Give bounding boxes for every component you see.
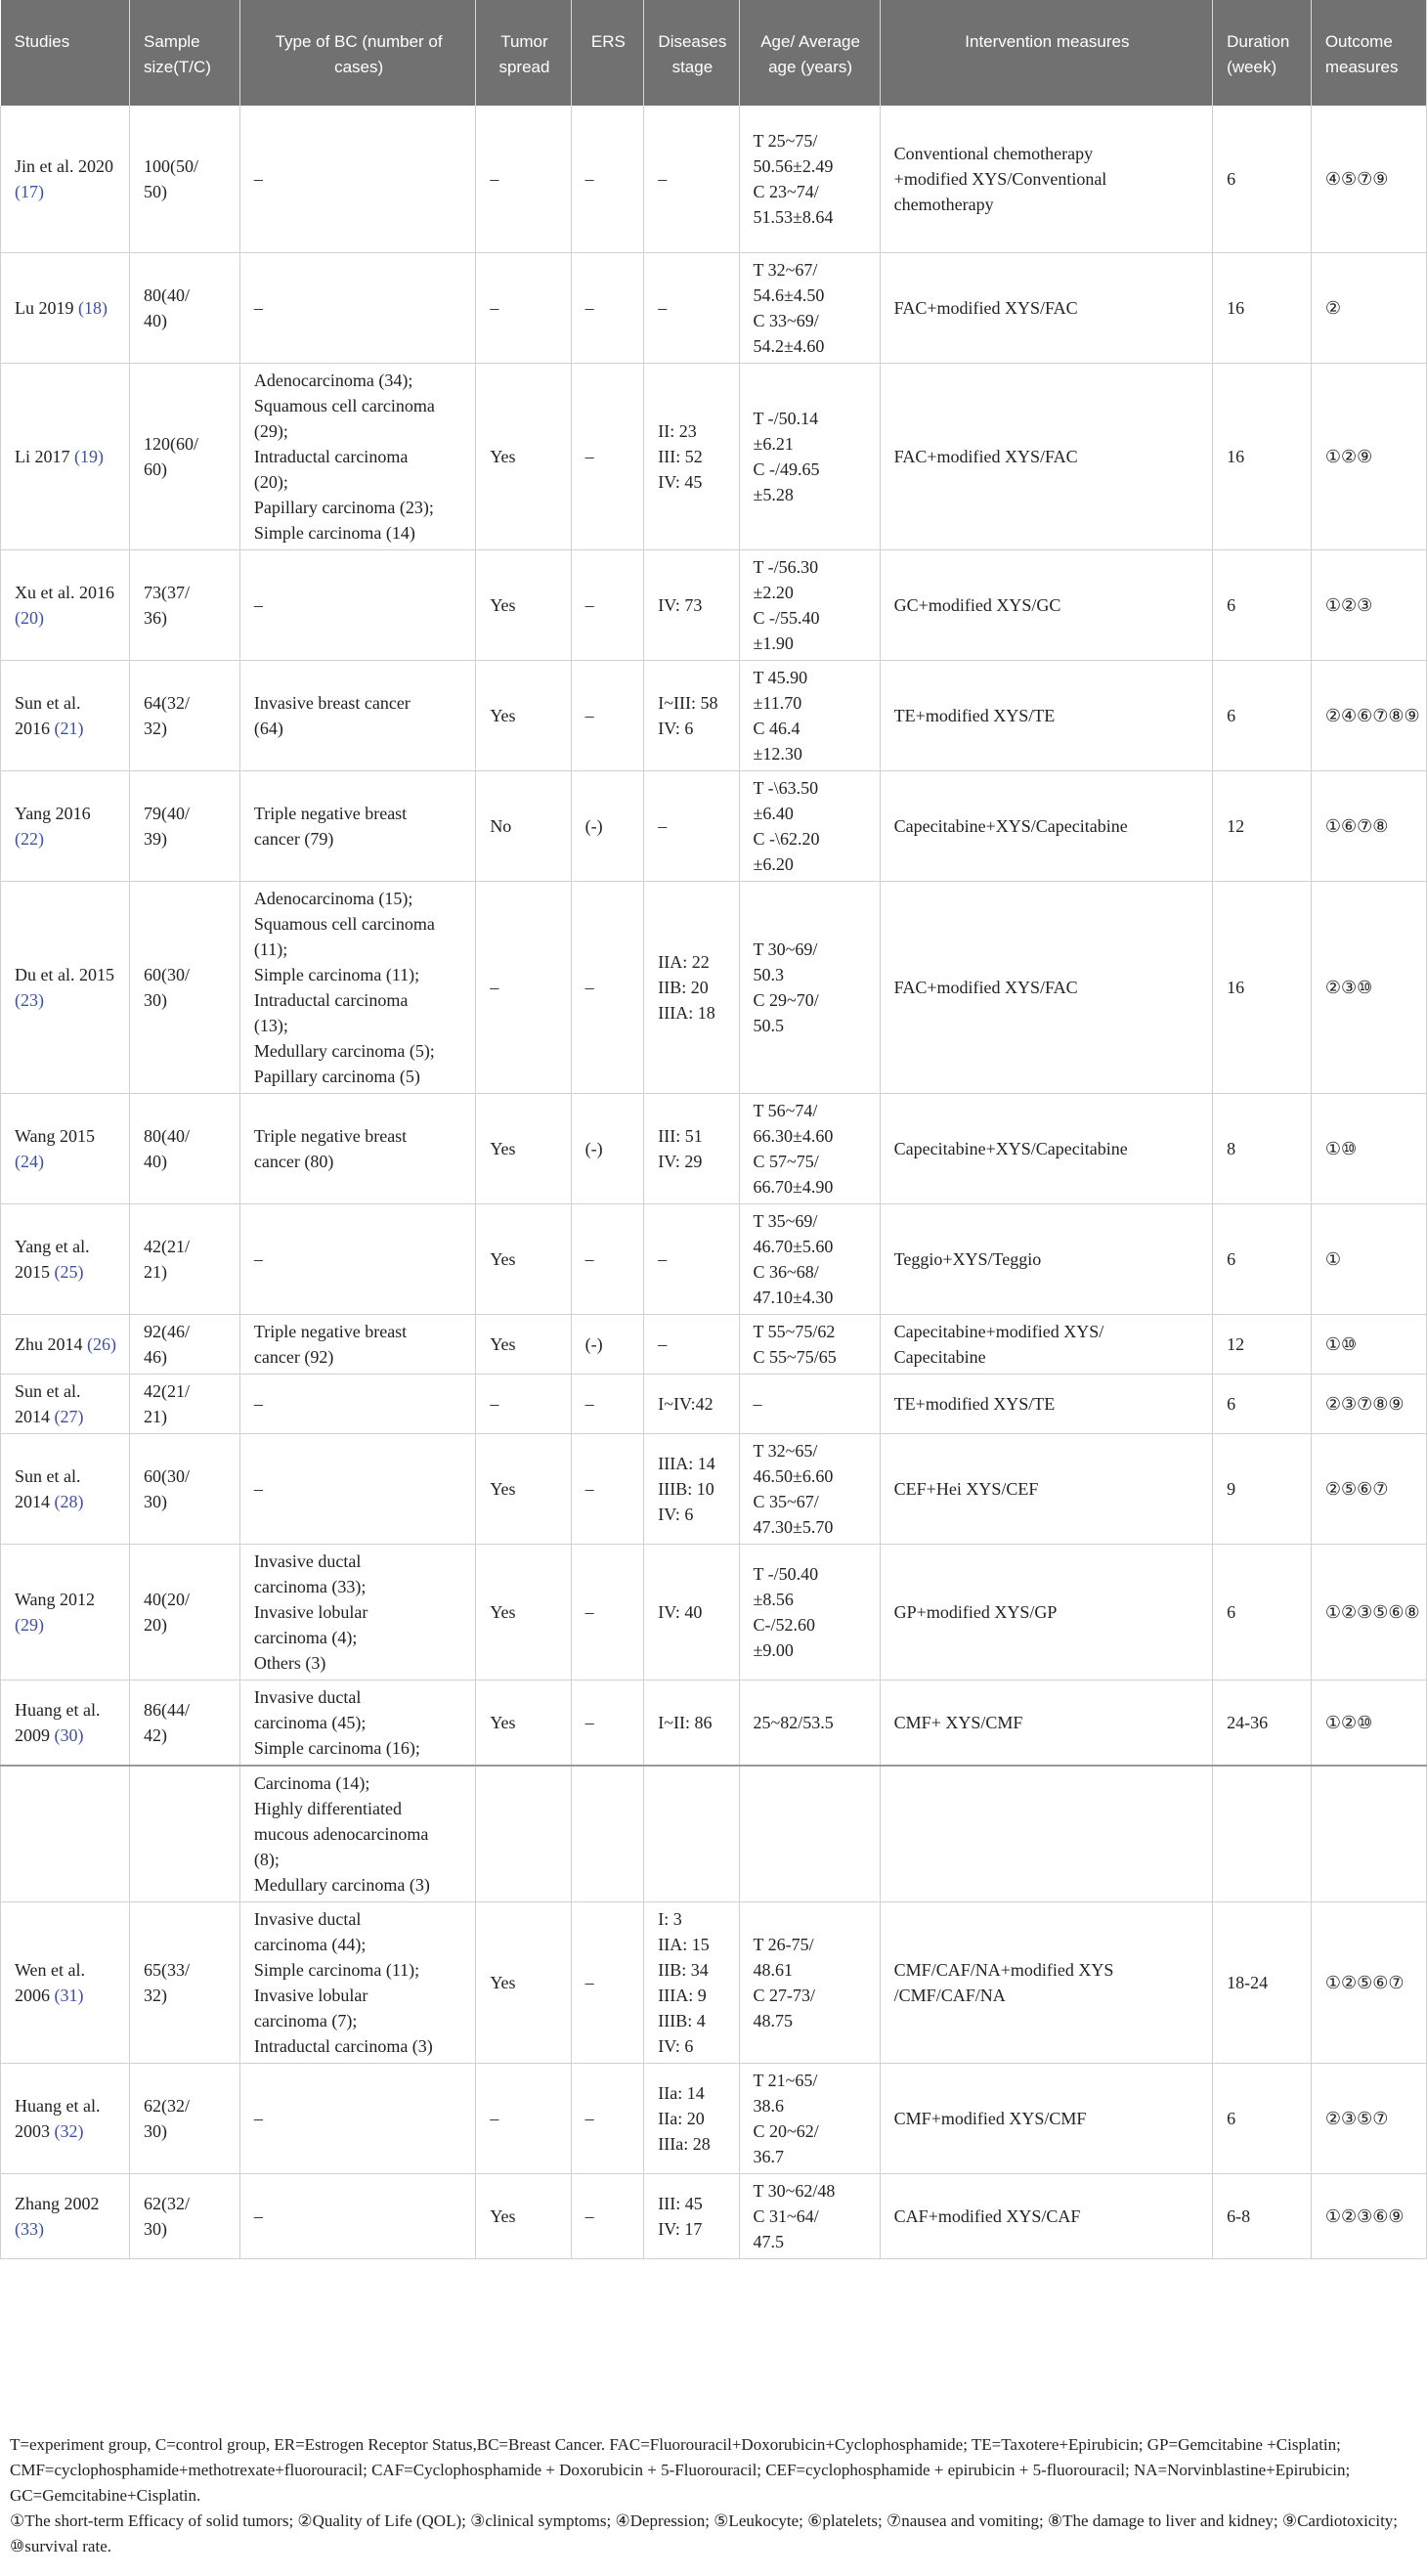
cell-outcome: ①②③ [1311, 549, 1426, 660]
header-diseases-stage: Diseases stage [644, 0, 739, 106]
cell-ers: – [571, 1433, 644, 1544]
cell-type: – [239, 106, 475, 252]
cell-stage: – [644, 770, 739, 881]
reference-link[interactable]: (21) [54, 718, 84, 738]
cell-spread [476, 1766, 571, 1902]
study-name: Sun et al. 2014 [15, 1465, 81, 1511]
table-row [1, 770, 1427, 881]
cell-duration: 6-8 [1213, 2173, 1312, 2258]
study-name: Lu 2019 [15, 297, 74, 318]
header-tumor-spread: Tumor spread [476, 0, 571, 106]
reference-link[interactable]: (30) [54, 1725, 84, 1745]
cell-type: Invasive breast cancer (64) [239, 660, 475, 770]
cell-stage: I~II: 86 [644, 1680, 739, 1766]
table-row [1, 1093, 1427, 1203]
cell-spread: – [476, 2063, 571, 2173]
cell-intervention: CMF/CAF/NA+modified XYS /CMF/CAF/NA [880, 1901, 1212, 2063]
cell-study [1, 1093, 130, 1203]
cell-outcome: ①⑩ [1311, 1314, 1426, 1374]
cell-study [1, 106, 130, 252]
cell-ers: (-) [571, 1314, 644, 1374]
cell-age: T 25~75/ 50.56±2.49 C 23~74/ 51.53±8.64 [739, 106, 880, 252]
cell-age: T 56~74/ 66.30±4.60 C 57~75/ 66.70±4.90 [739, 1093, 880, 1203]
cell-type: – [239, 1374, 475, 1433]
study-name: Wen et al. 2006 [15, 1959, 86, 2005]
cell-duration: 9 [1213, 1433, 1312, 1544]
reference-link[interactable]: (24) [15, 1151, 44, 1171]
cell-ers: – [571, 1544, 644, 1680]
cell-intervention: Capecitabine+XYS/Capecitabine [880, 1093, 1212, 1203]
cell-intervention: CMF+modified XYS/CMF [880, 2063, 1212, 2173]
header-duration: Duration (week) [1213, 0, 1312, 106]
cell-intervention: Conventional chemotherapy +modified XYS/Conventional chemotherapy [880, 106, 1212, 252]
cell-intervention: CMF+ XYS/CMF [880, 1680, 1212, 1766]
cell-type: Invasive ductal carcinoma (45); Simple carcinoma (16); [239, 1680, 475, 1766]
table-row [1, 363, 1427, 549]
cell-stage: III: 51 IV: 29 [644, 1093, 739, 1203]
cell-duration: 6 [1213, 2063, 1312, 2173]
cell-intervention: Capecitabine+modified XYS/ Capecitabine [880, 1314, 1212, 1374]
study-name: Wang 2012 [15, 1589, 96, 1609]
cell-ers: – [571, 1203, 644, 1314]
cell-intervention: FAC+modified XYS/FAC [880, 252, 1212, 363]
cell-spread: Yes [476, 1544, 571, 1680]
cell-study [1, 1766, 130, 1902]
cell-sample: 80(40/ 40) [130, 252, 240, 363]
table-row [1, 549, 1427, 660]
cell-duration: 12 [1213, 1314, 1312, 1374]
cell-sample: 86(44/ 42) [130, 1680, 240, 1766]
cell-study [1, 549, 130, 660]
cell-stage: – [644, 1314, 739, 1374]
cell-ers: (-) [571, 1093, 644, 1203]
cell-duration: 6 [1213, 1374, 1312, 1433]
cell-outcome: ①②⑨ [1311, 363, 1426, 549]
cell-sample: 79(40/ 39) [130, 770, 240, 881]
cell-outcome: ①②③⑥⑨ [1311, 2173, 1426, 2258]
cell-ers: – [571, 1680, 644, 1766]
cell-sample: 73(37/ 36) [130, 549, 240, 660]
cell-stage: – [644, 1203, 739, 1314]
table-row [1, 106, 1427, 252]
cell-spread: Yes [476, 1314, 571, 1374]
study-name: Wang 2015 [15, 1125, 96, 1146]
table-row [1, 252, 1427, 363]
cell-intervention: FAC+modified XYS/FAC [880, 881, 1212, 1093]
cell-study [1, 2173, 130, 2258]
cell-outcome: ①②③⑤⑥⑧ [1311, 1544, 1426, 1680]
cell-type: Triple negative breast cancer (80) [239, 1093, 475, 1203]
cell-intervention: Capecitabine+XYS/Capecitabine [880, 770, 1212, 881]
study-name: Jin et al. 2020 [15, 155, 113, 176]
cell-intervention: CAF+modified XYS/CAF [880, 2173, 1212, 2258]
cell-intervention: GP+modified XYS/GP [880, 1544, 1212, 1680]
table-header-row [1, 0, 1427, 106]
cell-duration: 18-24 [1213, 1901, 1312, 2063]
cell-duration: 6 [1213, 549, 1312, 660]
cell-duration: 12 [1213, 770, 1312, 881]
cell-spread: Yes [476, 660, 571, 770]
cell-age: T 30~62/48 C 31~64/ 47.5 [739, 2173, 880, 2258]
cell-duration: 16 [1213, 881, 1312, 1093]
cell-sample: 60(30/ 30) [130, 1433, 240, 1544]
cell-intervention: FAC+modified XYS/FAC [880, 363, 1212, 549]
cell-stage: – [644, 106, 739, 252]
cell-spread: Yes [476, 549, 571, 660]
header-studies: Studies [1, 0, 130, 106]
cell-sample: 62(32/ 30) [130, 2173, 240, 2258]
cell-outcome: ①⑥⑦⑧ [1311, 770, 1426, 881]
cell-study [1, 1544, 130, 1680]
cell-sample: 65(33/ 32) [130, 1901, 240, 2063]
cell-duration: 24-36 [1213, 1680, 1312, 1766]
cell-outcome: ④⑤⑦⑨ [1311, 106, 1426, 252]
cell-stage: IV: 40 [644, 1544, 739, 1680]
cell-ers [571, 1766, 644, 1902]
cell-spread: – [476, 1374, 571, 1433]
cell-study [1, 1314, 130, 1374]
cell-ers: – [571, 1374, 644, 1433]
study-name: Sun et al. 2014 [15, 1380, 81, 1426]
cell-sample: 40(20/ 20) [130, 1544, 240, 1680]
cell-type: – [239, 252, 475, 363]
table-row [1, 1374, 1427, 1433]
study-name: Yang et al. 2015 [15, 1236, 90, 1282]
table-row [1, 1203, 1427, 1314]
cell-age: T 21~65/ 38.6 C 20~62/ 36.7 [739, 2063, 880, 2173]
cell-type: – [239, 2173, 475, 2258]
cell-outcome: ② [1311, 252, 1426, 363]
cell-type: Carcinoma (14); Highly differentiated mucous adenocarcinoma (8); Medullary carcinoma (3) [239, 1766, 475, 1902]
table-footnotes [0, 2432, 1427, 2559]
table-row [1, 881, 1427, 1093]
study-name: Du et al. 2015 [15, 964, 114, 984]
cell-age: T -/50.40 ±8.56 C-/52.60 ±9.00 [739, 1544, 880, 1680]
cell-study [1, 2063, 130, 2173]
header-outcome: Outcome measures [1311, 0, 1426, 106]
table-row [1, 1314, 1427, 1374]
study-name: Yang 2016 [15, 803, 91, 823]
cell-study [1, 252, 130, 363]
reference-link[interactable]: (22) [15, 828, 44, 849]
cell-type: – [239, 549, 475, 660]
cell-ers: – [571, 1901, 644, 2063]
cell-type: Adenocarcinoma (34); Squamous cell carcinoma (29); Intraductal carcinoma (20); Papillary carcinoma (23); Simple carcinoma (14) [239, 363, 475, 549]
cell-age: T 55~75/62 C 55~75/65 [739, 1314, 880, 1374]
reference-link[interactable]: (23) [15, 989, 44, 1010]
footnote-abbreviations: T=experiment group, C=control group, ER=Estrogen Receptor Status,BC=Breast Cancer. FAC=Fluorouracil+Doxorubicin+Cyclophosphamide; TE=Taxotere+Epirubicin; GP=Gemcitabine +Cisplatin; CMF=cyclophosphamide+methotrexate+fluorouracil; CAF=Cyclophosphamide + Doxorubicin + 5-Fluorouracil; CEF=cyclophosphamide + epirubicin + 5-fluorouracil; NA=Norvinblastine+Epirubicin; GC=Gemcitabine+Cisplatin. [10, 2435, 1351, 2505]
table-row [1, 1766, 1427, 1902]
cell-sample: 100(50/ 50) [130, 106, 240, 252]
cell-sample: 120(60/ 60) [130, 363, 240, 549]
cell-stage: IIIA: 14 IIIB: 10 IV: 6 [644, 1433, 739, 1544]
cell-study [1, 1901, 130, 2063]
cell-ers: (-) [571, 770, 644, 881]
cell-intervention: TE+modified XYS/TE [880, 1374, 1212, 1433]
cell-study [1, 1374, 130, 1433]
reference-link[interactable]: (18) [78, 297, 108, 318]
reference-link[interactable]: (28) [54, 1491, 84, 1511]
table-row [1, 660, 1427, 770]
cell-spread: Yes [476, 1203, 571, 1314]
header-intervention: Intervention measures [880, 0, 1212, 106]
table-row [1, 1544, 1427, 1680]
cell-ers: – [571, 660, 644, 770]
cell-age: T 32~65/ 46.50±6.60 C 35~67/ 47.30±5.70 [739, 1433, 880, 1544]
cell-age: T 45.90 ±11.70 C 46.4 ±12.30 [739, 660, 880, 770]
cell-study [1, 660, 130, 770]
reference-link[interactable]: (26) [87, 1333, 116, 1354]
cell-stage: I~IV:42 [644, 1374, 739, 1433]
reference-link[interactable]: (33) [15, 2218, 44, 2239]
cell-age: 25~82/53.5 [739, 1680, 880, 1766]
cell-spread: Yes [476, 1901, 571, 2063]
cell-type: – [239, 1433, 475, 1544]
reference-link[interactable]: (32) [54, 2120, 84, 2141]
reference-link[interactable]: (29) [15, 1614, 44, 1635]
cell-age: T -/50.14 ±6.21 C -/49.65 ±5.28 [739, 363, 880, 549]
cell-sample: 42(21/ 21) [130, 1203, 240, 1314]
cell-spread: – [476, 106, 571, 252]
header-type-of-bc: Type of BC (number of cases) [239, 0, 475, 106]
header-sample-size: Sample size(T/C) [130, 0, 240, 106]
cell-stage [644, 1766, 739, 1902]
cell-ers: – [571, 2173, 644, 2258]
cell-ers: – [571, 2063, 644, 2173]
cell-type: Invasive ductal carcinoma (44); Simple carcinoma (11); Invasive lobular carcinoma (7); Intraductal carcinoma (3) [239, 1901, 475, 2063]
cell-outcome [1311, 1766, 1426, 1902]
table-body [1, 106, 1427, 2258]
cell-stage: III: 45 IV: 17 [644, 2173, 739, 2258]
cell-sample [130, 1766, 240, 1902]
cell-outcome: ②③⑦⑧⑨ [1311, 1374, 1426, 1433]
study-name: Xu et al. 2016 [15, 582, 114, 602]
cell-spread: – [476, 252, 571, 363]
cell-spread: Yes [476, 2173, 571, 2258]
cell-outcome: ① [1311, 1203, 1426, 1314]
cell-type: Adenocarcinoma (15); Squamous cell carcinoma (11); Simple carcinoma (11); Intraductal carcinoma (13); Medullary carcinoma (5); Papillary carcinoma (5) [239, 881, 475, 1093]
cell-stage: IV: 73 [644, 549, 739, 660]
cell-age: – [739, 1374, 880, 1433]
study-name: Huang et al. 2003 [15, 2095, 101, 2141]
table-row [1, 1680, 1427, 1766]
cell-age: T 30~69/ 50.3 C 29~70/ 50.5 [739, 881, 880, 1093]
cell-stage: IIa: 14 IIa: 20 IIIa: 28 [644, 2063, 739, 2173]
cell-intervention: GC+modified XYS/GC [880, 549, 1212, 660]
table-row [1, 1901, 1427, 2063]
table-row [1, 2063, 1427, 2173]
study-name: Huang et al. 2009 [15, 1699, 101, 1745]
cell-type: Triple negative breast cancer (92) [239, 1314, 475, 1374]
cell-study [1, 363, 130, 549]
cell-age [739, 1766, 880, 1902]
cell-spread: – [476, 881, 571, 1093]
cell-spread: Yes [476, 1433, 571, 1544]
cell-type: – [239, 1203, 475, 1314]
reference-link[interactable]: (27) [54, 1406, 84, 1426]
cell-duration: 6 [1213, 106, 1312, 252]
cell-duration: 6 [1213, 1203, 1312, 1314]
study-name: Zhang 2002 [15, 2193, 100, 2213]
cell-duration: 8 [1213, 1093, 1312, 1203]
table-row [1, 2173, 1427, 2258]
cell-type: Invasive ductal carcinoma (33); Invasive lobular carcinoma (4); Others (3) [239, 1544, 475, 1680]
cell-stage: – [644, 252, 739, 363]
cell-ers: – [571, 106, 644, 252]
cell-spread: No [476, 770, 571, 881]
cell-outcome: ①②⑩ [1311, 1680, 1426, 1766]
reference-link[interactable]: (19) [74, 446, 104, 466]
cell-duration: 16 [1213, 252, 1312, 363]
cell-sample: 80(40/ 40) [130, 1093, 240, 1203]
reference-link[interactable]: (20) [15, 607, 44, 628]
study-name: Sun et al. 2016 [15, 692, 81, 738]
cell-stage: II: 23 III: 52 IV: 45 [644, 363, 739, 549]
cell-outcome: ①⑩ [1311, 1093, 1426, 1203]
cell-stage: I~III: 58 IV: 6 [644, 660, 739, 770]
study-name: Zhu 2014 [15, 1333, 83, 1354]
reference-link[interactable]: (25) [54, 1261, 84, 1282]
header-ers: ERS [571, 0, 644, 106]
cell-ers: – [571, 252, 644, 363]
cell-age: T 35~69/ 46.70±5.60 C 36~68/ 47.10±4.30 [739, 1203, 880, 1314]
cell-type: Triple negative breast cancer (79) [239, 770, 475, 881]
cell-sample: 62(32/ 30) [130, 2063, 240, 2173]
cell-outcome: ①②⑤⑥⑦ [1311, 1901, 1426, 2063]
cell-intervention: TE+modified XYS/TE [880, 660, 1212, 770]
cell-sample: 60(30/ 30) [130, 881, 240, 1093]
cell-study [1, 881, 130, 1093]
cell-outcome: ②④⑥⑦⑧⑨ [1311, 660, 1426, 770]
reference-link[interactable]: (31) [54, 1985, 84, 2005]
cell-study [1, 770, 130, 881]
cell-intervention: CEF+Hei XYS/CEF [880, 1433, 1212, 1544]
cell-spread: Yes [476, 363, 571, 549]
footnote-outcome-legend: ①The short-term Efficacy of solid tumors; ②Quality of Life (QOL); ③clinical symptoms; ④Depression; ⑤Leukocyte; ⑥platelets; ⑦nausea and vomiting; ⑧The damage to liver and kidney; ⑨Cardiotoxicity; ⑩survival rate. [10, 2511, 1399, 2555]
cell-sample: 92(46/ 46) [130, 1314, 240, 1374]
cell-ers: – [571, 881, 644, 1093]
cell-age: T 32~67/ 54.6±4.50 C 33~69/ 54.2±4.60 [739, 252, 880, 363]
cell-study [1, 1433, 130, 1544]
cell-spread: Yes [476, 1680, 571, 1766]
cell-ers: – [571, 363, 644, 549]
cell-age: T -\63.50 ±6.40 C -\62.20 ±6.20 [739, 770, 880, 881]
cell-outcome: ②⑤⑥⑦ [1311, 1433, 1426, 1544]
cell-outcome: ②③⑩ [1311, 881, 1426, 1093]
cell-age: T -/56.30 ±2.20 C -/55.40 ±1.90 [739, 549, 880, 660]
cell-ers: – [571, 549, 644, 660]
cell-duration [1213, 1766, 1312, 1902]
cell-stage: IIA: 22 IIB: 20 IIIA: 18 [644, 881, 739, 1093]
cell-study [1, 1203, 130, 1314]
cell-intervention [880, 1766, 1212, 1902]
cell-intervention: Teggio+XYS/Teggio [880, 1203, 1212, 1314]
cell-stage: I: 3 IIA: 15 IIB: 34 IIIA: 9 IIIB: 4 IV: 6 [644, 1901, 739, 2063]
table-row [1, 1433, 1427, 1544]
cell-type: – [239, 2063, 475, 2173]
cell-sample: 64(32/ 32) [130, 660, 240, 770]
study-name: Li 2017 [15, 446, 70, 466]
cell-age: T 26-75/ 48.61 C 27-73/ 48.75 [739, 1901, 880, 2063]
cell-duration: 6 [1213, 660, 1312, 770]
cell-duration: 16 [1213, 363, 1312, 549]
reference-link[interactable]: (17) [15, 181, 44, 201]
cell-outcome: ②③⑤⑦ [1311, 2063, 1426, 2173]
cell-duration: 6 [1213, 1544, 1312, 1680]
header-age: Age/ Average age (years) [739, 0, 880, 106]
cell-study [1, 1680, 130, 1766]
cell-sample: 42(21/ 21) [130, 1374, 240, 1433]
cell-spread: Yes [476, 1093, 571, 1203]
